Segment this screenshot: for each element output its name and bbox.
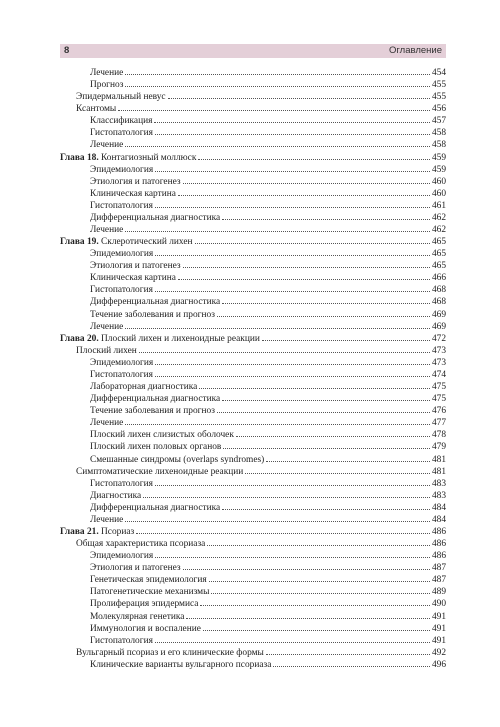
entry-text: Гистопатология (90, 635, 153, 646)
page-number: 8 (64, 45, 70, 56)
toc-entry (60, 223, 446, 235)
toc-page-number: 490 (431, 599, 446, 610)
toc-page-number: 479 (431, 442, 446, 453)
toc-page-number: 477 (431, 418, 446, 429)
toc-page-number: 475 (431, 394, 446, 405)
toc-entry (60, 320, 446, 332)
toc-page-number: 487 (431, 563, 446, 574)
toc-entry (60, 271, 446, 283)
toc-entry (60, 404, 446, 416)
toc-entry (60, 561, 446, 573)
dot-leader (183, 561, 430, 570)
toc-entry (60, 90, 446, 102)
toc-entry (60, 163, 446, 175)
toc-entry (60, 428, 446, 440)
dot-leader (217, 308, 430, 317)
entry-text: Дифференциальная диагностика (90, 297, 221, 308)
toc-page-number: 491 (431, 623, 446, 634)
table-of-contents (60, 66, 446, 670)
entry-text: Контагиозный моллюск (101, 152, 197, 163)
toc-page-number: 486 (431, 526, 446, 537)
toc-page-number: 459 (431, 164, 446, 175)
dot-leader (139, 344, 430, 353)
entry-text: Пролиферация эпидермиса (90, 599, 199, 610)
entry-text: Гистопатология (90, 285, 153, 296)
toc-page-number: 466 (431, 273, 446, 284)
entry-text: Иммунология и воспаление (90, 623, 201, 634)
entry-text: Гистопатология (90, 128, 153, 139)
toc-entry (60, 187, 446, 199)
dot-leader (125, 513, 430, 522)
entry-text: Эпидемиология (90, 551, 154, 562)
dot-leader (266, 453, 430, 462)
toc-chapter-entry (60, 332, 446, 344)
entry-text: Эпидемиология (90, 164, 154, 175)
entry-text: Плоский лихен половых органов (90, 442, 222, 453)
toc-entry (60, 259, 446, 271)
toc-entry (60, 138, 446, 150)
dot-leader (262, 332, 430, 341)
toc-entry (60, 247, 446, 259)
toc-page-number: 472 (431, 333, 446, 344)
toc-entry (60, 585, 446, 597)
entry-text: Прогноз (90, 80, 124, 91)
dot-leader (211, 585, 430, 594)
toc-page-number: 496 (431, 659, 446, 670)
toc-page-number: 465 (431, 261, 446, 272)
entry-text: Эпидемиология (90, 249, 154, 260)
toc-page-number: 458 (431, 128, 446, 139)
dot-leader (154, 114, 429, 123)
dot-leader (155, 549, 430, 558)
toc-page-number: 455 (431, 92, 446, 103)
toc-page-number: 487 (431, 575, 446, 586)
toc-page-number: 484 (431, 502, 446, 513)
entry-text: Клинические варианты вульгарного псориаза (90, 659, 272, 670)
dot-leader (155, 163, 430, 172)
dot-leader (203, 622, 430, 631)
dot-leader (155, 247, 430, 256)
toc-page-number: 462 (431, 225, 446, 236)
running-title: Оглавление (389, 45, 442, 56)
toc-page-number: 481 (431, 454, 446, 465)
chapter-number: Глава 18. (60, 152, 99, 163)
toc-page-number: 458 (431, 140, 446, 151)
entry-text: Лечение (90, 225, 124, 236)
toc-entry (60, 368, 446, 380)
dot-leader (178, 271, 430, 280)
dot-leader (183, 259, 430, 268)
entry-text: Лабораторная диагностика (90, 382, 198, 393)
chapter-number: Глава 21. (60, 526, 99, 537)
dot-leader (222, 295, 430, 304)
entry-text: Генетическая эпидемиология (90, 575, 207, 586)
toc-page-number: 486 (431, 539, 446, 550)
dot-leader (183, 175, 430, 184)
toc-entry (60, 501, 446, 513)
toc-page-number: 473 (431, 357, 446, 368)
entry-text: Плоский лихен и лихеноидные реакции (101, 333, 260, 344)
toc-page-number: 476 (431, 406, 446, 417)
toc-entry (60, 440, 446, 452)
toc-entry (60, 295, 446, 307)
toc-entry (60, 634, 446, 646)
dot-leader (125, 138, 430, 147)
toc-page-number: 465 (431, 237, 446, 248)
entry-text: Этиология и патогенез (90, 563, 181, 574)
toc-entry (60, 489, 446, 501)
dot-leader (222, 501, 430, 510)
toc-page-number: 460 (431, 176, 446, 187)
toc-page-number: 481 (431, 466, 446, 477)
toc-entry (60, 622, 446, 634)
toc-chapter-entry (60, 151, 446, 163)
toc-entry (60, 126, 446, 138)
dot-leader (236, 428, 430, 437)
dot-leader (168, 90, 430, 99)
dot-leader (118, 102, 430, 111)
toc-entry (60, 513, 446, 525)
entry-text: Лечение (90, 514, 124, 525)
toc-page-number: 492 (431, 647, 446, 658)
toc-entry (60, 199, 446, 211)
toc-page-number: 475 (431, 382, 446, 393)
entry-text: Молекулярная генетика (90, 611, 185, 622)
dot-leader (155, 477, 430, 486)
chapter-number: Глава 20. (60, 333, 99, 344)
toc-entry (60, 66, 446, 78)
entry-text: Этиология и патогенез (90, 261, 181, 272)
toc-entry (60, 392, 446, 404)
dot-leader (155, 368, 430, 377)
toc-page-number: 469 (431, 309, 446, 320)
toc-page-number: 473 (431, 345, 446, 356)
dot-leader (245, 465, 430, 474)
dot-leader (222, 392, 430, 401)
dot-leader (125, 223, 430, 232)
toc-entry (60, 356, 446, 368)
toc-page-number: 489 (431, 587, 446, 598)
toc-page-number: 468 (431, 285, 446, 296)
dot-leader (125, 66, 430, 75)
entry-text: Диагностика (90, 490, 142, 501)
entry-text: Гистопатология (90, 478, 153, 489)
toc-entry (60, 453, 446, 465)
running-header (60, 44, 446, 58)
entry-text: Ксантомы (76, 104, 117, 115)
toc-page-number: 486 (431, 551, 446, 562)
dot-leader (273, 658, 430, 667)
toc-page-number: 456 (431, 104, 446, 115)
entry-text: Лечение (90, 321, 124, 332)
dot-leader (125, 416, 430, 425)
toc-entry (60, 549, 446, 561)
toc-entry (60, 465, 446, 477)
toc-page-number: 468 (431, 297, 446, 308)
toc-page-number: 457 (431, 116, 446, 127)
toc-page-number: 469 (431, 321, 446, 332)
dot-leader (200, 597, 430, 606)
dot-leader (155, 356, 430, 365)
toc-page-number: 460 (431, 188, 446, 199)
dot-leader (125, 320, 430, 329)
toc-page-number: 465 (431, 249, 446, 260)
toc-page-number: 491 (431, 611, 446, 622)
entry-text: Склеротический лихен (101, 237, 193, 248)
toc-chapter-entry (60, 235, 446, 247)
toc-page-number: 461 (431, 200, 446, 211)
toc-entry (60, 102, 446, 114)
toc-page-number: 491 (431, 635, 446, 646)
entry-text: Симптоматические лихеноидные реакции (76, 466, 244, 477)
toc-entry (60, 610, 446, 622)
entry-text: Клиническая картина (90, 273, 176, 284)
dot-leader (207, 537, 430, 546)
entry-text: Гистопатология (90, 200, 153, 211)
toc-entry (60, 416, 446, 428)
toc-page-number: 483 (431, 478, 446, 489)
entry-text: Вульгарный псориаз и его клинические формы (76, 647, 264, 658)
toc-page-number: 459 (431, 152, 446, 163)
entry-text: Смешанные синдромы (overlaps syndromes) (90, 454, 265, 465)
toc-entry (60, 537, 446, 549)
toc-page-number: 455 (431, 80, 446, 91)
entry-text: Клиническая картина (90, 188, 176, 199)
dot-leader (195, 235, 430, 244)
dot-leader (199, 380, 430, 389)
dot-leader (209, 573, 430, 582)
entry-text: Плоский лихен (76, 345, 137, 356)
entry-text: Дифференциальная диагностика (90, 394, 221, 405)
toc-entry (60, 211, 446, 223)
dot-leader (125, 78, 430, 87)
dot-leader (155, 283, 430, 292)
entry-text: Течение заболевания и прогноз (90, 309, 215, 320)
toc-page-number: 462 (431, 212, 446, 223)
dot-leader (178, 187, 430, 196)
entry-text: Дифференциальная диагностика (90, 212, 221, 223)
dot-leader (136, 525, 430, 534)
entry-text: Дифференциальная диагностика (90, 502, 221, 513)
dot-leader (222, 211, 430, 220)
dot-leader (266, 646, 430, 655)
entry-text: Течение заболевания и прогноз (90, 406, 215, 417)
dot-leader (198, 151, 430, 160)
toc-chapter-entry (60, 525, 446, 537)
toc-entry (60, 78, 446, 90)
chapter-number: Глава 19. (60, 237, 99, 248)
toc-entry (60, 380, 446, 392)
entry-text: Общая характеристика псориаза (76, 539, 206, 550)
toc-page-number: 474 (431, 369, 446, 380)
toc-entry (60, 114, 446, 126)
dot-leader (155, 634, 430, 643)
entry-text: Патогенетические механизмы (90, 587, 210, 598)
toc-page-number: 454 (431, 68, 446, 78)
entry-text: Этиология и патогенез (90, 176, 181, 187)
toc-entry (60, 573, 446, 585)
toc-entry (60, 477, 446, 489)
dot-leader (155, 199, 430, 208)
dot-leader (186, 610, 429, 619)
toc-entry (60, 175, 446, 187)
toc-entry (60, 597, 446, 609)
entry-text: Гистопатология (90, 369, 153, 380)
entry-text: Псориаз (101, 526, 135, 537)
toc-page-number: 478 (431, 430, 446, 441)
entry-text: Лечение (90, 140, 124, 151)
dot-leader (217, 404, 430, 413)
toc-page-number: 484 (431, 514, 446, 525)
entry-text: Эпидемиология (90, 357, 154, 368)
entry-text: Классификация (90, 116, 153, 127)
dot-leader (143, 489, 430, 498)
entry-text: Эпидермальный невус (76, 92, 166, 103)
toc-entry (60, 344, 446, 356)
toc-entry (60, 283, 446, 295)
entry-text: Плоский лихен слизистых оболочек (90, 430, 234, 441)
toc-entry (60, 658, 446, 670)
toc-entry-title (90, 659, 271, 671)
toc-entry (60, 308, 446, 320)
dot-leader (223, 440, 430, 449)
dot-leader (155, 126, 430, 135)
toc-entry (60, 646, 446, 658)
toc-page-number: 483 (431, 490, 446, 501)
entry-text: Лечение (90, 68, 124, 78)
entry-text: Лечение (90, 418, 124, 429)
